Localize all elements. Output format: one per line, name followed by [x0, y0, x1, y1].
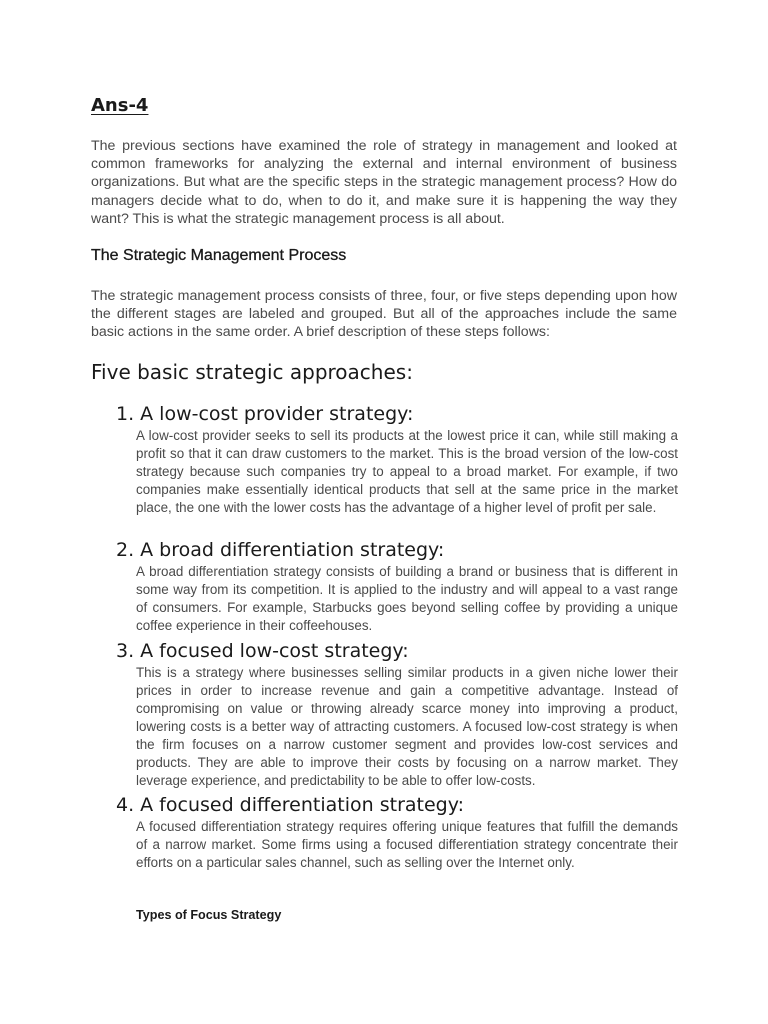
approach-2-title-text: A broad differentiation strategy: [140, 539, 445, 561]
approach-1-number: 1. [116, 403, 135, 425]
types-heading: Types of Focus Strategy [136, 908, 282, 922]
approach-3-body: This is a strategy where businesses selling similar products in a given niche lower their prices in order to increase revenue and gain a competitive advantage. Instead of compromising on value or throwing already scarce money into improving a product, lowering costs is a better way of attracting customers. A focused low-cost strategy is when the firm focuses on a narrow customer segment and provides low-cost services and products. They are able to improve their costs by focusing on a narrow market. They leverage experience, and predictability to be able to offer low-costs. [136, 665, 678, 788]
approach-1-body: A low-cost provider seeks to sell its products at the lowest price it can, while still making a profit so that it can draw customers to the market. This is the broad version of the low-cost strategy because such companies try to appeal to a broad market. For example, if two companies make essentially identical products that sell at the same price in the market place, the one with the lower costs has the advantage of a higher level of profit per sale. [136, 428, 678, 515]
approach-4-body: A focused differentiation strategy requires offering unique features that fulfill the demands of a narrow market. Some firms using a focused differentiation strategy concentrate their efforts on a particular sales channel, such as selling over the Internet only. [136, 819, 678, 870]
process-heading: The Strategic Management Process [91, 247, 347, 264]
approach-1-title-text: A low-cost provider strategy: [140, 403, 414, 425]
approach-4-number: 4. [116, 794, 135, 816]
approach-4-title-text: A focused differentiation strategy: [140, 794, 464, 816]
process-paragraph: The strategic management process consists of three, four, or five steps depending upon how the different stages are labeled and grouped. But all of the approaches include the same basic actions in the same order. A brief description of these steps follows: [91, 288, 677, 341]
approach-4-title [116, 794, 464, 816]
approach-3-number: 3. [116, 640, 135, 662]
answer-heading: Ans-4 [91, 95, 149, 116]
approach-3-title-text: A focused low-cost strategy: [140, 640, 409, 662]
approach-2-body: A broad differentiation strategy consists of building a brand or business that is different in some way from its competition. It is applied to the industry and will appeal to a vast range of consumers. For example, Starbucks goes beyond selling coffee by providing a unique coffee experience in their coffeehouses. [136, 564, 678, 633]
approach-2-title [116, 539, 444, 561]
approach-2-number: 2. [116, 539, 135, 561]
approaches-heading: Five basic strategic approaches: [91, 360, 413, 384]
approach-3-title [116, 640, 409, 662]
intro-paragraph: The previous sections have examined the role of strategy in management and looked at common frameworks for analyzing the external and internal environment of business organizations. But what are the specific steps in the strategic management process? How do managers decide what to do, when to do it, and make sure it is happening the way they want? This is what the strategic management process is all about. [91, 138, 677, 227]
approach-1-title [116, 403, 413, 425]
